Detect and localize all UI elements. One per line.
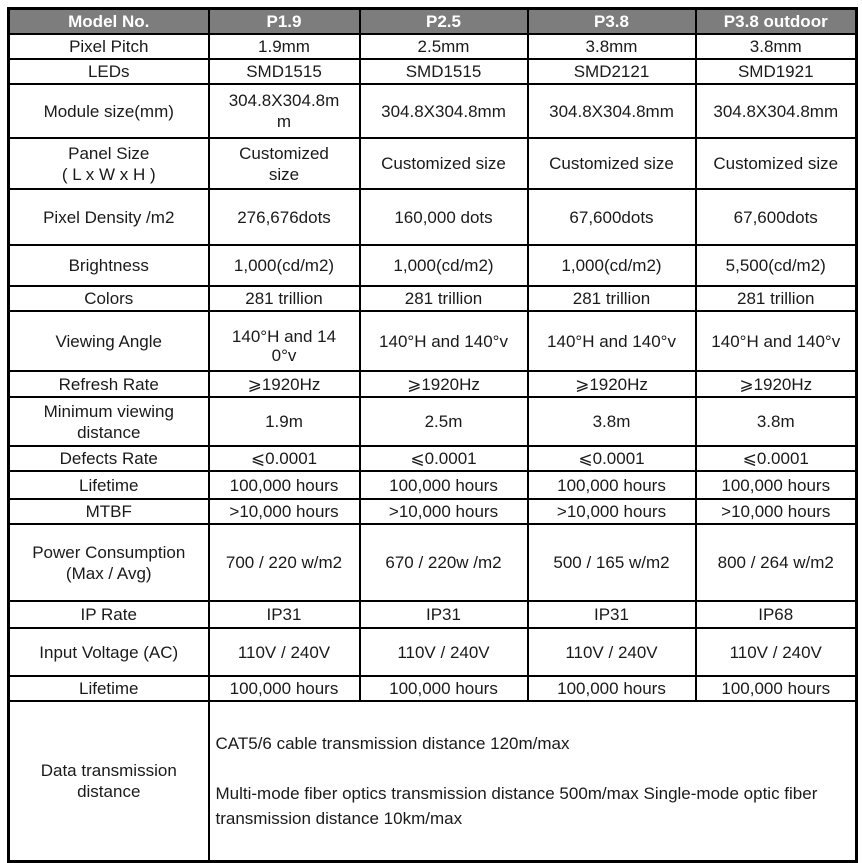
header-model-no: Model No. (9, 9, 209, 35)
row-label: IP Rate (9, 601, 209, 628)
spec-cell: 100,000 hours (209, 676, 360, 701)
row-mtbf (9, 499, 857, 524)
row-module-size (9, 84, 857, 138)
spec-cell: 304.8X304.8mm (360, 84, 528, 138)
spec-cell: 281 trillion (360, 286, 528, 311)
row-label: Panel Size ( L x W x H ) (9, 138, 209, 189)
row-label: Pixel Pitch (9, 34, 209, 59)
spec-cell: 281 trillion (528, 286, 696, 311)
spec-cell: 1.9mm (209, 34, 360, 59)
spec-cell: 281 trillion (209, 286, 360, 311)
data-transmission-cell (209, 701, 857, 862)
spec-cell: 3.8m (528, 397, 696, 446)
row-lifetime-2 (9, 676, 857, 701)
spec-cell: 100,000 hours (528, 676, 696, 701)
row-label: Refresh Rate (9, 371, 209, 397)
spec-cell: ⩾1920Hz (209, 371, 360, 397)
spec-cell: 304.8X304.8m m (209, 84, 360, 138)
header-model-p25: P2.5 (360, 9, 528, 35)
spec-cell: 140°H and 140°v (528, 311, 696, 371)
spec-cell: 281 trillion (696, 286, 857, 311)
row-input-voltage (9, 628, 857, 676)
spec-cell: ⩽0.0001 (528, 446, 696, 471)
spec-cell: 1,000(cd/m2) (209, 245, 360, 286)
row-min-viewing-distance (9, 397, 857, 446)
row-leds (9, 59, 857, 84)
spec-cell: 800 / 264 w/m2 (696, 524, 857, 601)
header-row (9, 9, 857, 35)
spec-cell: 110V / 240V (696, 628, 857, 676)
row-label: Lifetime (9, 471, 209, 499)
row-power-consumption (9, 524, 857, 601)
spec-cell: SMD2121 (528, 59, 696, 84)
spec-cell: ⩽0.0001 (696, 446, 857, 471)
spec-cell: Customized size (209, 138, 360, 189)
spec-cell-clipped: 140°H and 140°v (209, 311, 360, 371)
spec-cell: IP31 (528, 601, 696, 628)
row-label: Defects Rate (9, 446, 209, 471)
spec-cell: >10,000 hours (209, 499, 360, 524)
row-label: Module size(mm) (9, 84, 209, 138)
spec-cell: >10,000 hours (528, 499, 696, 524)
spec-cell: 2.5mm (360, 34, 528, 59)
row-colors (9, 286, 857, 311)
spec-cell: 100,000 hours (360, 676, 528, 701)
row-data-transmission (9, 701, 857, 862)
header-model-p38-outdoor: P3.8 outdoor (696, 9, 857, 35)
spec-cell: 304.8X304.8mm (696, 84, 857, 138)
header-model-p38: P3.8 (528, 9, 696, 35)
row-defects-rate (9, 446, 857, 471)
row-label: Minimum viewing distance (9, 397, 209, 446)
spec-cell: 1,000(cd/m2) (528, 245, 696, 286)
spec-cell: 500 / 165 w/m2 (528, 524, 696, 601)
spec-cell: IP68 (696, 601, 857, 628)
spec-cell: ⩾1920Hz (696, 371, 857, 397)
spec-cell: 100,000 hours (696, 471, 857, 499)
row-ip-rate (9, 601, 857, 628)
spec-cell: ⩾1920Hz (360, 371, 528, 397)
row-panel-size (9, 138, 857, 189)
spec-cell: 100,000 hours (696, 676, 857, 701)
spec-cell: 304.8X304.8mm (528, 84, 696, 138)
row-pixel-pitch (9, 34, 857, 59)
spec-cell: ⩽0.0001 (360, 446, 528, 471)
row-label: Viewing Angle (9, 311, 209, 371)
spec-cell: >10,000 hours (360, 499, 528, 524)
spec-cell: 110V / 240V (360, 628, 528, 676)
row-pixel-density (9, 189, 857, 245)
row-label: MTBF (9, 499, 209, 524)
spec-cell: 100,000 hours (209, 471, 360, 499)
spec-cell: IP31 (360, 601, 528, 628)
row-refresh-rate (9, 371, 857, 397)
row-lifetime (9, 471, 857, 499)
row-label: Colors (9, 286, 209, 311)
spec-cell: 67,600dots (696, 189, 857, 245)
spec-cell: Customized size (528, 138, 696, 189)
spec-cell: >10,000 hours (696, 499, 857, 524)
row-label: Brightness (9, 245, 209, 286)
spec-cell: 160,000 dots (360, 189, 528, 245)
row-label: Input Voltage (AC) (9, 628, 209, 676)
spec-cell: ⩽0.0001 (209, 446, 360, 471)
spec-cell: 1,000(cd/m2) (360, 245, 528, 286)
spec-table (7, 7, 858, 863)
spec-cell: 1.9m (209, 397, 360, 446)
row-brightness (9, 245, 857, 286)
spec-cell: 5,500(cd/m2) (696, 245, 857, 286)
header-model-p19: P1.9 (209, 9, 360, 35)
spec-cell: 3.8m (696, 397, 857, 446)
data-transmission-line2: Multi-mode fiber optics transmission distance 500m/max Single-mode optic fiber transmission distance 10km/max (215, 784, 818, 828)
spec-cell: 3.8mm (696, 34, 857, 59)
spec-cell: SMD1515 (209, 59, 360, 84)
spec-cell: 140°H and 140°v (696, 311, 857, 371)
row-label: LEDs (9, 59, 209, 84)
row-label: Pixel Density /m2 (9, 189, 209, 245)
row-label: Lifetime (9, 676, 209, 701)
data-transmission-line1: CAT5/6 cable transmission distance 120m/max (215, 734, 570, 753)
spec-cell: 140°H and 140°v (360, 311, 528, 371)
spec-cell: 67,600dots (528, 189, 696, 245)
spec-cell: 110V / 240V (528, 628, 696, 676)
spec-cell: ⩾1920Hz (528, 371, 696, 397)
spec-cell: 100,000 hours (360, 471, 528, 499)
spec-cell: IP31 (209, 601, 360, 628)
spec-cell: SMD1515 (360, 59, 528, 84)
spec-cell: Customized size (360, 138, 528, 189)
spec-cell: Customized size (696, 138, 857, 189)
row-label: Data transmission distance (9, 701, 209, 862)
row-viewing-angle (9, 311, 857, 371)
spec-cell: 2.5m (360, 397, 528, 446)
spec-cell: 110V / 240V (209, 628, 360, 676)
spec-cell: 100,000 hours (528, 471, 696, 499)
spec-cell: 700 / 220 w/m2 (209, 524, 360, 601)
spec-cell: 276,676dots (209, 189, 360, 245)
spec-cell: 3.8mm (528, 34, 696, 59)
spec-cell: 670 / 220w /m2 (360, 524, 528, 601)
row-label: Power Consumption (Max / Avg) (9, 524, 209, 601)
spec-cell: SMD1921 (696, 59, 857, 84)
